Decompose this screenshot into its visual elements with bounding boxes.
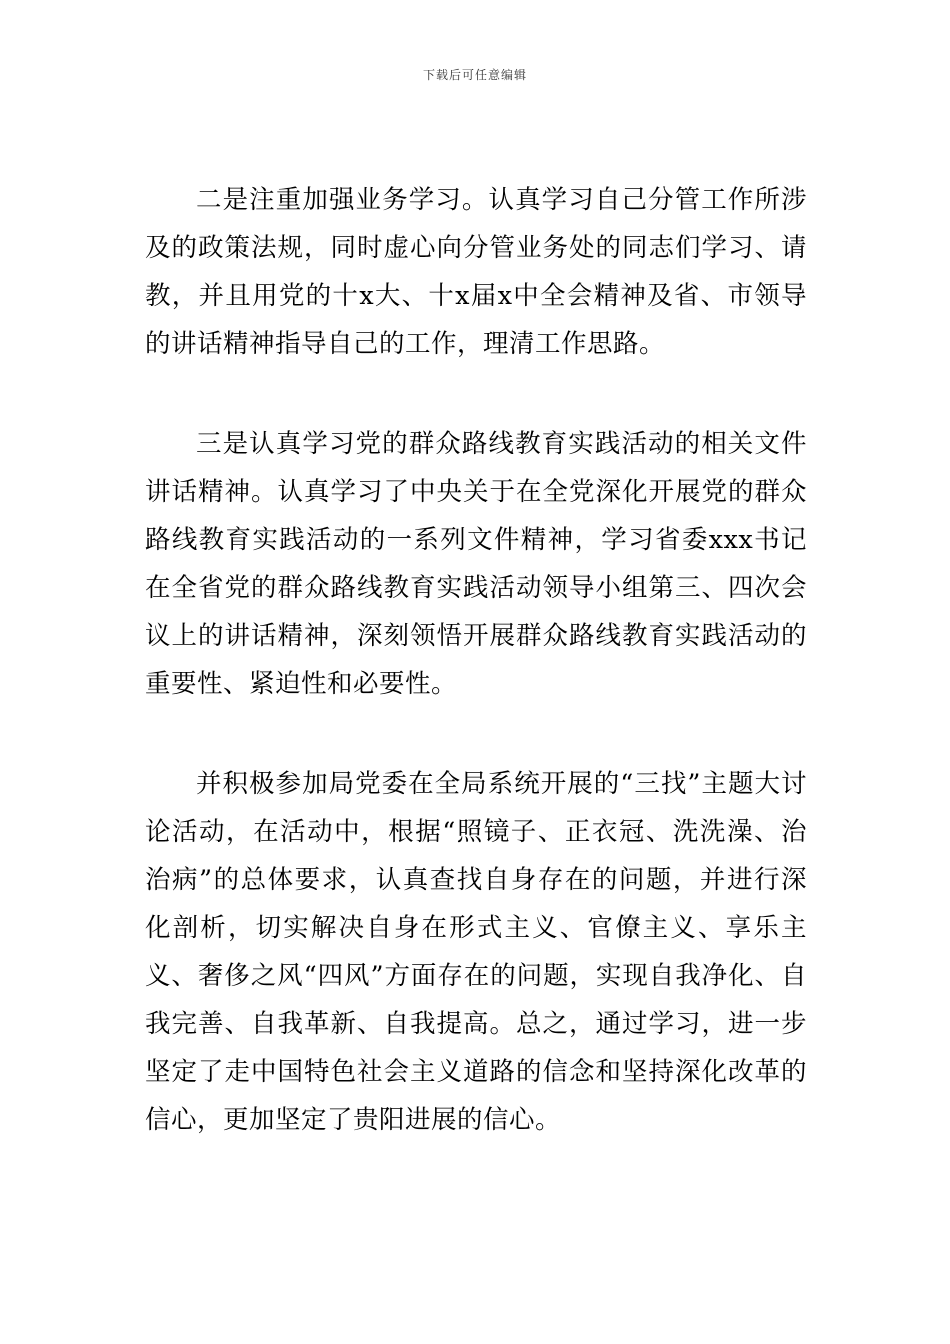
paragraph-three-finds-discussion: 并积极参加局党委在全局系统开展的“三找”主题大讨论活动，在活动中，根据“照镜子、正衣冠、洗洗澡、治治病”的总体要求，认真查找自身存在的问题，并进行深化剖析，切实解决自身在形式主义、官僚主义、享乐主义、奢侈之风“四风”方面存在的问题，实现自我净化、自我完善、自我革新、自我提高。总之，通过学习，进一步坚定了走中国特色社会主义道路的信念和坚持深化改革的信心，更加坚定了贵阳进展的信心。 [145, 769, 807, 1135]
paragraph-mass-line-study: 三是认真学习党的群众路线教育实践活动的相关文件讲话精神。认真学习了中央关于在全党深化开展党的群众路线教育实践活动的一系列文件精神，学习省委xxx书记在全省党的群众路线教育实践活动领导小组第三、四次会议上的讲话精神，深刻领悟开展群众路线教育实践活动的重要性、紧迫性和必要性。 [145, 429, 807, 699]
header-note: 下载后可任意编辑 [422, 68, 527, 82]
paragraph-business-study: 二是注重加强业务学习。认真学习自己分管工作所涉及的政策法规，同时虚心向分管业务处的同志们学习、请教，并且用党的十x大、十x届x中全会精神及省、市领导的讲话精神指导自己的工作，理清工作思路。 [145, 185, 807, 359]
document-body [145, 176, 807, 1196]
